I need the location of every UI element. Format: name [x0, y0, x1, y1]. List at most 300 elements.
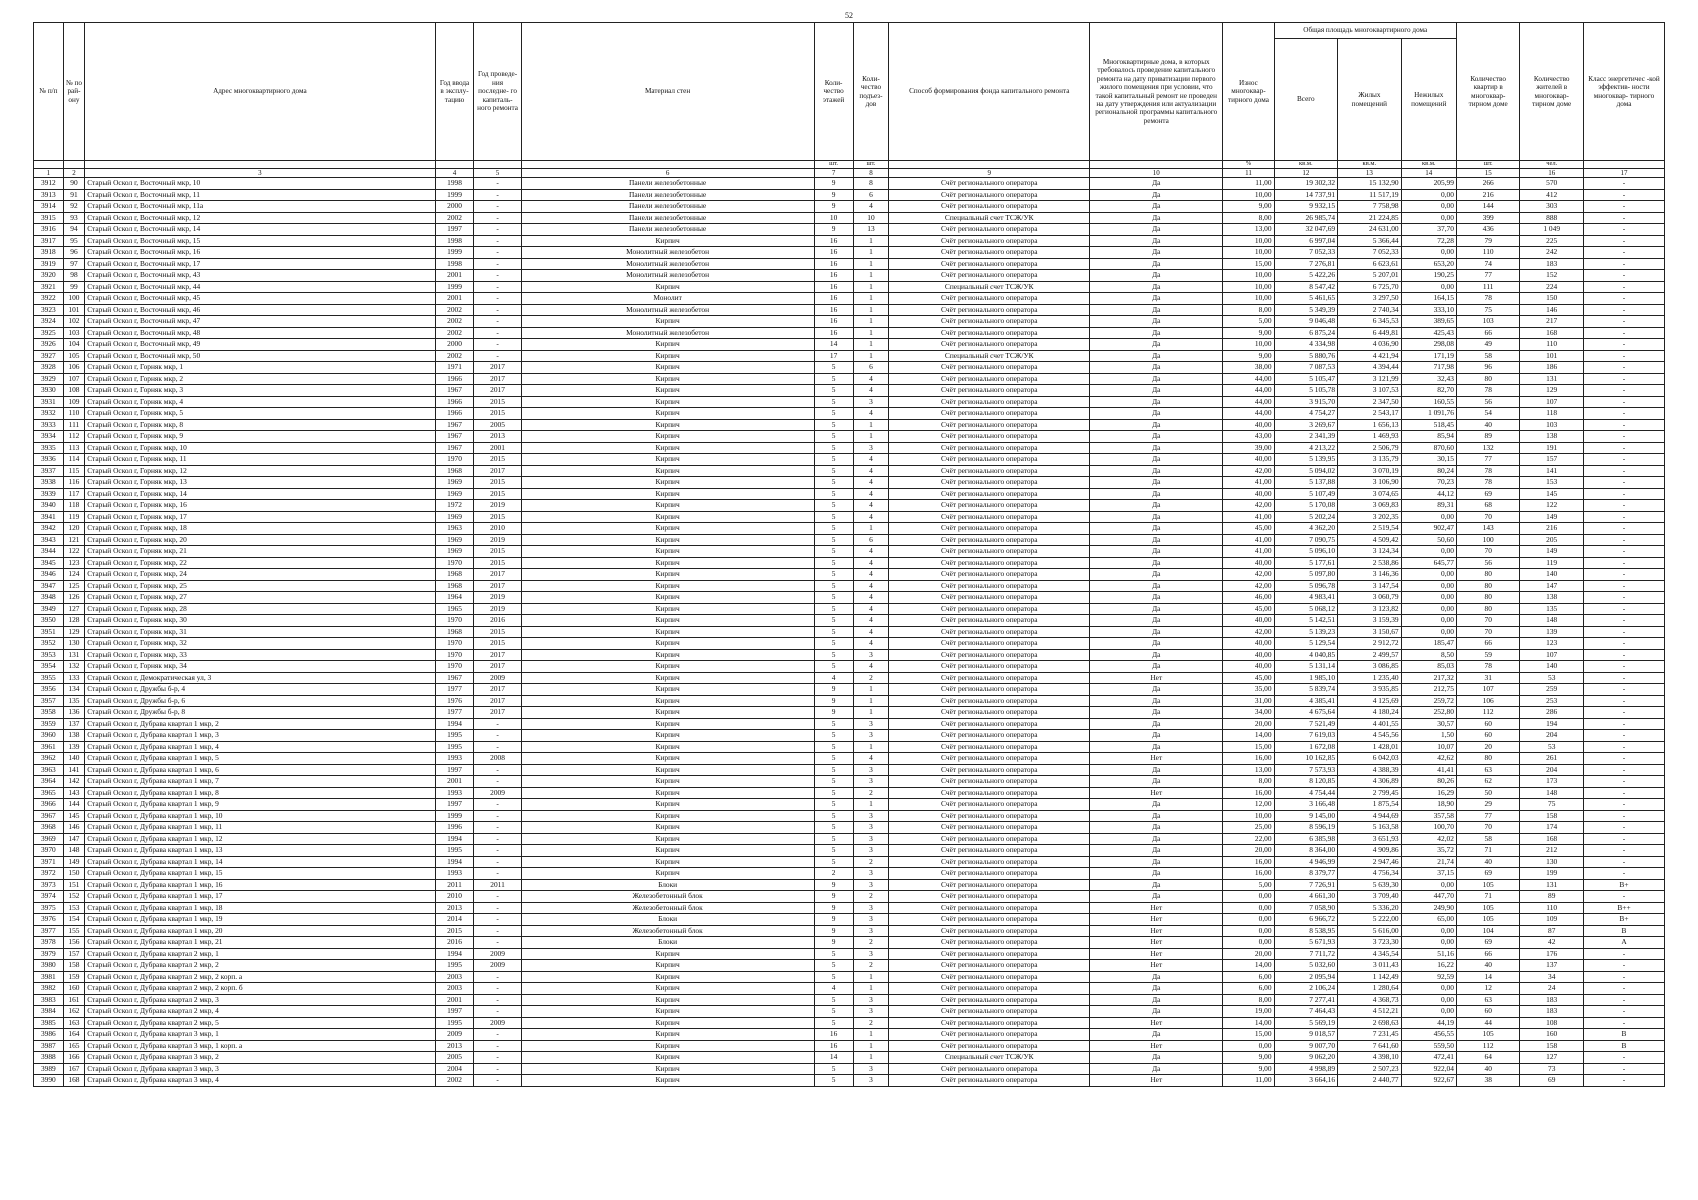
cell-area-total: 4 998,89	[1274, 1063, 1338, 1075]
cell-address: Старый Оскол г, Восточный мкр, 10	[85, 178, 435, 190]
cell-area-nonliving: 30,15	[1401, 454, 1456, 466]
cell-entrances: 3	[853, 994, 889, 1006]
cell-energy-class: -	[1583, 856, 1664, 868]
table-row	[34, 431, 1665, 443]
cell-year-repair: -	[474, 304, 521, 316]
cell-area-nonliving: 35,72	[1401, 845, 1456, 857]
cell-fund: Счёт регионального оператора	[889, 511, 1090, 523]
cell-apartments: 144	[1456, 201, 1520, 213]
cell-rayon: 137	[63, 718, 85, 730]
cell-material: Монолитный железобетон	[521, 258, 814, 270]
cell-rayon: 151	[63, 879, 85, 891]
cell-privatization: Нет	[1090, 937, 1223, 949]
cell-fund: Счёт регионального оператора	[889, 925, 1090, 937]
cell-residents: 127	[1520, 1052, 1584, 1064]
cell-address: Старый Оскол г, Восточный мкр, 43	[85, 270, 435, 282]
cell-year-built: 2005	[435, 1052, 474, 1064]
cell-rayon: 120	[63, 523, 85, 535]
cell-entrances: 1	[853, 258, 889, 270]
cell-year-built: 1969	[435, 477, 474, 489]
cell-fund: Счёт регионального оператора	[889, 327, 1090, 339]
cell-fund: Счёт регионального оператора	[889, 603, 1090, 615]
cell-idx: 3980	[34, 960, 64, 972]
cell-year-repair: 2005	[474, 419, 521, 431]
cell-apartments: 70	[1456, 615, 1520, 627]
cell-year-built: 1970	[435, 615, 474, 627]
cell-idx: 3964	[34, 776, 64, 788]
cell-area-total: 9 018,57	[1274, 1029, 1338, 1041]
cell-area-living: 3 651,93	[1338, 833, 1402, 845]
cell-area-nonliving: 82,70	[1401, 385, 1456, 397]
cell-floors: 9	[814, 189, 853, 201]
cell-entrances: 2	[853, 1017, 889, 1029]
cell-area-living: 3 124,34	[1338, 546, 1402, 558]
cell-floors: 17	[814, 350, 853, 362]
cell-area-nonliving: 41,41	[1401, 764, 1456, 776]
cell-fund: Счёт регионального оператора	[889, 741, 1090, 753]
cell-year-repair: -	[474, 201, 521, 213]
table-row	[34, 626, 1665, 638]
cell-material: Железобетонный блок	[521, 891, 814, 903]
table-row	[34, 948, 1665, 960]
cell-address: Старый Оскол г, Демократическая ул, 3	[85, 672, 435, 684]
cell-area-nonliving: 0,00	[1401, 603, 1456, 615]
cell-area-living: 4 125,69	[1338, 695, 1402, 707]
cell-area-total: 4 983,41	[1274, 592, 1338, 604]
cell-wear: 16,00	[1223, 753, 1274, 765]
cell-year-built: 1972	[435, 500, 474, 512]
unit-idx	[34, 161, 64, 169]
cell-idx: 3956	[34, 684, 64, 696]
cell-residents: 141	[1520, 465, 1584, 477]
cell-energy-class: -	[1583, 327, 1664, 339]
cell-area-nonliving: 185,47	[1401, 638, 1456, 650]
table-row	[34, 1029, 1665, 1041]
cell-entrances: 1	[853, 695, 889, 707]
cell-residents: 53	[1520, 672, 1584, 684]
cell-year-repair: 2015	[474, 477, 521, 489]
cell-idx: 3963	[34, 764, 64, 776]
cell-year-repair: -	[474, 189, 521, 201]
cell-area-total: 8 364,00	[1274, 845, 1338, 857]
cell-area-living: 2 519,54	[1338, 523, 1402, 535]
cell-wear: 0,00	[1223, 925, 1274, 937]
table-row	[34, 983, 1665, 995]
cell-rayon: 130	[63, 638, 85, 650]
cell-privatization: Да	[1090, 638, 1223, 650]
cell-privatization: Да	[1090, 868, 1223, 880]
cell-area-living: 1 142,49	[1338, 971, 1402, 983]
cell-material: Кирпич	[521, 1052, 814, 1064]
cell-wear: 8,00	[1223, 212, 1274, 224]
cell-floors: 9	[814, 684, 853, 696]
cell-energy-class: -	[1583, 488, 1664, 500]
cell-area-total: 5 105,78	[1274, 385, 1338, 397]
table-row	[34, 454, 1665, 466]
cell-fund: Счёт регионального оператора	[889, 373, 1090, 385]
cell-year-repair: 2015	[474, 557, 521, 569]
cell-apartments: 44	[1456, 1017, 1520, 1029]
cell-wear: 41,00	[1223, 477, 1274, 489]
cell-residents: 173	[1520, 776, 1584, 788]
cell-year-repair: 2017	[474, 707, 521, 719]
cell-energy-class: -	[1583, 431, 1664, 443]
cell-apartments: 77	[1456, 454, 1520, 466]
cell-fund: Счёт регионального оператора	[889, 787, 1090, 799]
cell-rayon: 112	[63, 431, 85, 443]
cell-fund: Счёт регионального оператора	[889, 270, 1090, 282]
cell-address: Старый Оскол г, Горняк мкр, 31	[85, 626, 435, 638]
cell-year-built: 1970	[435, 454, 474, 466]
cell-wear: 19,00	[1223, 1006, 1274, 1018]
cell-material: Кирпич	[521, 626, 814, 638]
cell-address: Старый Оскол г, Дубрава квартал 1 мкр, 15	[85, 868, 435, 880]
cell-rayon: 107	[63, 373, 85, 385]
table-row	[34, 385, 1665, 397]
column-number-floors: 7	[814, 169, 853, 178]
cell-entrances: 4	[853, 477, 889, 489]
cell-entrances: 1	[853, 684, 889, 696]
cell-year-repair: 2015	[474, 408, 521, 420]
cell-area-living: 3 135,79	[1338, 454, 1402, 466]
cell-material: Кирпич	[521, 649, 814, 661]
cell-material: Кирпич	[521, 1063, 814, 1075]
cell-idx: 3929	[34, 373, 64, 385]
cell-entrances: 3	[853, 822, 889, 834]
cell-energy-class: -	[1583, 638, 1664, 650]
cell-year-repair: -	[474, 1063, 521, 1075]
table-row	[34, 684, 1665, 696]
cell-address: Старый Оскол г, Восточный мкр, 47	[85, 316, 435, 328]
cell-rayon: 162	[63, 1006, 85, 1018]
table-row	[34, 511, 1665, 523]
cell-apartments: 69	[1456, 488, 1520, 500]
cell-area-living: 21 224,85	[1338, 212, 1402, 224]
cell-area-nonliving: 205,99	[1401, 178, 1456, 190]
cell-entrances: 1	[853, 350, 889, 362]
cell-rayon: 131	[63, 649, 85, 661]
cell-rayon: 113	[63, 442, 85, 454]
cell-rayon: 124	[63, 569, 85, 581]
cell-floors: 5	[814, 810, 853, 822]
cell-material: Кирпич	[521, 661, 814, 673]
header-material: Материал стен	[521, 23, 814, 161]
cell-rayon: 117	[63, 488, 85, 500]
cell-entrances: 3	[853, 948, 889, 960]
cell-material: Кирпич	[521, 638, 814, 650]
table-row	[34, 327, 1665, 339]
cell-wear: 10,00	[1223, 281, 1274, 293]
table-row	[34, 868, 1665, 880]
cell-rayon: 147	[63, 833, 85, 845]
cell-floors: 16	[814, 235, 853, 247]
cell-rayon: 95	[63, 235, 85, 247]
cell-residents: 174	[1520, 822, 1584, 834]
cell-entrances: 10	[853, 212, 889, 224]
cell-apartments: 71	[1456, 845, 1520, 857]
cell-year-repair: 2009	[474, 960, 521, 972]
cell-apartments: 79	[1456, 235, 1520, 247]
cell-area-nonliving: 259,72	[1401, 695, 1456, 707]
unit-residents: чел.	[1520, 161, 1584, 169]
cell-apartments: 78	[1456, 465, 1520, 477]
cell-entrances: 1	[853, 1040, 889, 1052]
cell-address: Старый Оскол г, Горняк мкр, 22	[85, 557, 435, 569]
cell-fund: Счёт регионального оператора	[889, 580, 1090, 592]
cell-fund: Счёт регионального оператора	[889, 247, 1090, 259]
cell-fund: Счёт регионального оператора	[889, 799, 1090, 811]
cell-fund: Счёт регионального оператора	[889, 971, 1090, 983]
cell-entrances: 3	[853, 1075, 889, 1087]
cell-wear: 14,00	[1223, 960, 1274, 972]
cell-floors: 5	[814, 511, 853, 523]
cell-fund: Счёт регионального оператора	[889, 753, 1090, 765]
cell-entrances: 4	[853, 373, 889, 385]
cell-year-repair: 2015	[474, 396, 521, 408]
cell-area-nonliving: 0,00	[1401, 511, 1456, 523]
cell-apartments: 80	[1456, 580, 1520, 592]
cell-area-total: 7 573,93	[1274, 764, 1338, 776]
cell-apartments: 436	[1456, 224, 1520, 236]
cell-rayon: 125	[63, 580, 85, 592]
cell-wear: 42,00	[1223, 465, 1274, 477]
cell-fund: Счёт регионального оператора	[889, 534, 1090, 546]
cell-floors: 4	[814, 672, 853, 684]
cell-energy-class: -	[1583, 373, 1664, 385]
cell-fund: Специальный счет ТСЖ/УК	[889, 1052, 1090, 1064]
header-residents: Количество жителей в многоквар- тирном доме	[1520, 23, 1584, 161]
cell-idx: 3932	[34, 408, 64, 420]
cell-privatization: Да	[1090, 316, 1223, 328]
cell-fund: Счёт регионального оператора	[889, 684, 1090, 696]
cell-entrances: 1	[853, 971, 889, 983]
cell-fund: Специальный счет ТСЖ/УК	[889, 281, 1090, 293]
cell-area-total: 5 097,80	[1274, 569, 1338, 581]
cell-idx: 3981	[34, 971, 64, 983]
cell-idx: 3984	[34, 1006, 64, 1018]
cell-year-repair: -	[474, 247, 521, 259]
cell-apartments: 78	[1456, 661, 1520, 673]
cell-floors: 5	[814, 557, 853, 569]
cell-residents: 42	[1520, 937, 1584, 949]
cell-wear: 10,00	[1223, 339, 1274, 351]
cell-rayon: 100	[63, 293, 85, 305]
cell-idx: 3952	[34, 638, 64, 650]
cell-area-living: 2 912,72	[1338, 638, 1402, 650]
cell-entrances: 4	[853, 385, 889, 397]
cell-apartments: 29	[1456, 799, 1520, 811]
cell-entrances: 3	[853, 649, 889, 661]
column-number-material: 6	[521, 169, 814, 178]
cell-rayon: 127	[63, 603, 85, 615]
cell-area-total: 6 875,24	[1274, 327, 1338, 339]
cell-privatization: Да	[1090, 983, 1223, 995]
cell-wear: 34,00	[1223, 707, 1274, 719]
cell-floors: 5	[814, 373, 853, 385]
cell-privatization: Нет	[1090, 1075, 1223, 1087]
cell-wear: 6,00	[1223, 971, 1274, 983]
cell-privatization: Да	[1090, 557, 1223, 569]
cell-floors: 16	[814, 316, 853, 328]
cell-area-nonliving: 85,03	[1401, 661, 1456, 673]
cell-rayon: 154	[63, 914, 85, 926]
cell-year-repair: -	[474, 293, 521, 305]
cell-area-nonliving: 37,15	[1401, 868, 1456, 880]
cell-residents: 119	[1520, 557, 1584, 569]
cell-rayon: 149	[63, 856, 85, 868]
cell-residents: 108	[1520, 1017, 1584, 1029]
cell-idx: 3959	[34, 718, 64, 730]
cell-wear: 35,00	[1223, 684, 1274, 696]
cell-area-nonliving: 32,43	[1401, 373, 1456, 385]
cell-area-nonliving: 18,90	[1401, 799, 1456, 811]
cell-year-repair: 2017	[474, 661, 521, 673]
table-row	[34, 833, 1665, 845]
cell-apartments: 80	[1456, 569, 1520, 581]
cell-year-repair: -	[474, 983, 521, 995]
cell-area-nonliving: 44,19	[1401, 1017, 1456, 1029]
cell-idx: 3923	[34, 304, 64, 316]
cell-entrances: 3	[853, 914, 889, 926]
cell-material: Кирпич	[521, 235, 814, 247]
cell-area-nonliving: 21,74	[1401, 856, 1456, 868]
cell-apartments: 80	[1456, 592, 1520, 604]
cell-residents: 259	[1520, 684, 1584, 696]
cell-entrances: 4	[853, 603, 889, 615]
cell-material: Кирпич	[521, 534, 814, 546]
cell-wear: 41,00	[1223, 511, 1274, 523]
cell-area-living: 7 231,45	[1338, 1029, 1402, 1041]
cell-apartments: 68	[1456, 500, 1520, 512]
cell-wear: 8,00	[1223, 776, 1274, 788]
cell-address: Старый Оскол г, Восточный мкр, 11	[85, 189, 435, 201]
cell-area-living: 24 631,00	[1338, 224, 1402, 236]
cell-idx: 3960	[34, 730, 64, 742]
cell-year-repair: 2013	[474, 431, 521, 443]
cell-year-built: 2001	[435, 994, 474, 1006]
cell-apartments: 60	[1456, 730, 1520, 742]
cell-apartments: 54	[1456, 408, 1520, 420]
cell-privatization: Да	[1090, 362, 1223, 374]
cell-energy-class: -	[1583, 1075, 1664, 1087]
cell-idx: 3922	[34, 293, 64, 305]
cell-entrances: 8	[853, 178, 889, 190]
cell-rayon: 141	[63, 764, 85, 776]
cell-area-total: 5 107,49	[1274, 488, 1338, 500]
header-area-total: Всего	[1274, 39, 1338, 161]
cell-rayon: 108	[63, 385, 85, 397]
cell-address: Старый Оскол г, Дубрава квартал 2 мкр, 2 корп. а	[85, 971, 435, 983]
cell-material: Блоки	[521, 914, 814, 926]
cell-area-nonliving: 16,22	[1401, 960, 1456, 972]
cell-floors: 5	[814, 546, 853, 558]
cell-energy-class: -	[1583, 235, 1664, 247]
cell-address: Старый Оскол г, Дубрава квартал 1 мкр, 5	[85, 753, 435, 765]
cell-year-built: 2015	[435, 925, 474, 937]
cell-fund: Счёт регионального оператора	[889, 477, 1090, 489]
cell-privatization: Да	[1090, 442, 1223, 454]
cell-apartments: 58	[1456, 350, 1520, 362]
cell-floors: 5	[814, 776, 853, 788]
page-number: 52	[845, 11, 853, 20]
cell-floors: 16	[814, 247, 853, 259]
cell-privatization: Да	[1090, 511, 1223, 523]
cell-idx: 3950	[34, 615, 64, 627]
cell-material: Кирпич	[521, 776, 814, 788]
cell-wear: 8,00	[1223, 994, 1274, 1006]
cell-address: Старый Оскол г, Дубрава квартал 3 мкр, 1 корп. а	[85, 1040, 435, 1052]
cell-residents: 101	[1520, 350, 1584, 362]
cell-floors: 5	[814, 822, 853, 834]
cell-area-total: 3 664,16	[1274, 1075, 1338, 1087]
cell-fund: Счёт регионального оператора	[889, 557, 1090, 569]
cell-floors: 5	[814, 477, 853, 489]
cell-entrances: 1	[853, 799, 889, 811]
cell-area-nonliving: 252,80	[1401, 707, 1456, 719]
table-row	[34, 293, 1665, 305]
cell-area-living: 5 336,20	[1338, 902, 1402, 914]
cell-apartments: 71	[1456, 891, 1520, 903]
cell-apartments: 64	[1456, 1052, 1520, 1064]
table-row	[34, 879, 1665, 891]
cell-year-built: 1994	[435, 856, 474, 868]
cell-rayon: 144	[63, 799, 85, 811]
cell-residents: 146	[1520, 304, 1584, 316]
cell-rayon: 118	[63, 500, 85, 512]
cell-rayon: 167	[63, 1063, 85, 1075]
table-header	[34, 23, 1665, 178]
cell-idx: 3931	[34, 396, 64, 408]
cell-year-built: 1995	[435, 730, 474, 742]
cell-material: Панели железобетонные	[521, 201, 814, 213]
cell-idx: 3968	[34, 822, 64, 834]
cell-area-living: 1 875,54	[1338, 799, 1402, 811]
cell-privatization: Нет	[1090, 672, 1223, 684]
cell-area-living: 3 723,30	[1338, 937, 1402, 949]
cell-year-built: 2014	[435, 914, 474, 926]
cell-energy-class: -	[1583, 350, 1664, 362]
cell-year-built: 1970	[435, 557, 474, 569]
cell-rayon: 152	[63, 891, 85, 903]
cell-address: Старый Оскол г, Восточный мкр, 49	[85, 339, 435, 351]
cell-address: Старый Оскол г, Дубрава квартал 1 мкр, 2	[85, 718, 435, 730]
cell-residents: 103	[1520, 419, 1584, 431]
cell-entrances: 4	[853, 546, 889, 558]
cell-year-repair: -	[474, 822, 521, 834]
cell-year-built: 1994	[435, 948, 474, 960]
cell-idx: 3954	[34, 661, 64, 673]
cell-fund: Счёт регионального оператора	[889, 891, 1090, 903]
table-row	[34, 776, 1665, 788]
cell-floors: 5	[814, 1075, 853, 1087]
cell-entrances: 6	[853, 362, 889, 374]
cell-privatization: Да	[1090, 626, 1223, 638]
cell-year-repair: 2015	[474, 626, 521, 638]
cell-apartments: 399	[1456, 212, 1520, 224]
cell-fund: Счёт регионального оператора	[889, 224, 1090, 236]
cell-year-repair: 2010	[474, 523, 521, 535]
cell-year-built: 1966	[435, 408, 474, 420]
cell-idx: 3967	[34, 810, 64, 822]
cell-energy-class: -	[1583, 718, 1664, 730]
cell-fund: Счёт регионального оператора	[889, 419, 1090, 431]
cell-year-repair: -	[474, 339, 521, 351]
cell-energy-class: -	[1583, 971, 1664, 983]
cell-energy-class: -	[1583, 178, 1664, 190]
cell-apartments: 63	[1456, 994, 1520, 1006]
cell-apartments: 58	[1456, 833, 1520, 845]
cell-area-living: 3 011,43	[1338, 960, 1402, 972]
